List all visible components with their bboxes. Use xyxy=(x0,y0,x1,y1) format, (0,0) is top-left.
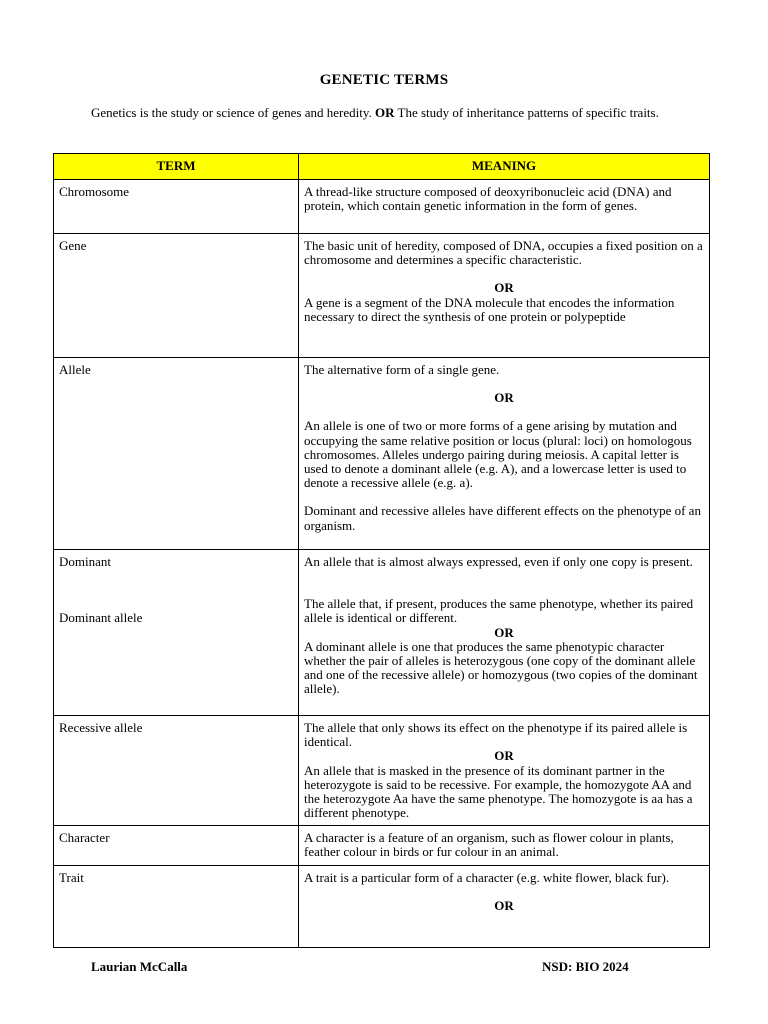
meaning-text: The allele that only shows its effect on the phenotype if its paired allele is identical. xyxy=(304,720,688,750)
term-text: Dominant allele xyxy=(59,610,143,626)
meaning-text: The allele that, if present, produces the same phenotype, whether its paired allele is identical or different. xyxy=(304,596,694,626)
table-header-row xyxy=(54,154,710,180)
table-row-character xyxy=(54,826,710,866)
table-row-allele xyxy=(54,358,710,550)
meaning-cell xyxy=(299,234,710,358)
term-cell: Trait xyxy=(54,866,299,948)
term-cell: Allele xyxy=(54,358,299,550)
meaning-cell: A thread-like structure composed of deoxyribonucleic acid (DNA) and protein, which contain genetic information in the form of genes. xyxy=(299,180,710,234)
meaning-text: An allele that is masked in the presence of its dominant partner in the heterozygote is said to be recessive. For example, the homozygote AA and the heterozygote Aa have the same phenotype. The homozygote is aa has a different phenotype. xyxy=(304,762,693,821)
intro-text-end: The study of inheritance patterns of specific traits. xyxy=(394,105,659,120)
meaning-text: A dominant allele is one that produces the same phenotypic character whether the pair of alleles is heterozygous (one copy of the dominant allele and one of the recessive allele) or homozygous (two copies of the dominant allele). xyxy=(304,638,698,697)
term-cell: Gene xyxy=(54,234,299,358)
or-separator: OR xyxy=(494,898,514,914)
intro-paragraph xyxy=(91,104,691,121)
meaning-text: The basic unit of heredity, composed of DNA, occupies a fixed position on a chromosome and determines a specific characteristic. xyxy=(304,238,703,268)
table-row-gene xyxy=(54,234,710,358)
meaning-cell xyxy=(299,716,710,826)
intro-text-start: Genetics is the study or science of genes and heredity. xyxy=(91,105,375,120)
page-title: GENETIC TERMS xyxy=(319,72,449,88)
term-cell: Recessive allele xyxy=(54,716,299,826)
meaning-cell xyxy=(299,550,710,716)
table-row-recessive-allele xyxy=(54,716,710,826)
meaning-text: An allele is one of two or more forms of a gene arising by mutation and occupying the same relative position or locus (plural: loci) on homologous chromosomes. Alleles undergo pairing during meiosis. A capital letter is used to denote a dominant allele (e.g. A), and a lowercase letter is used to denote a recessive allele (e.g. a). xyxy=(304,418,692,491)
or-separator: OR xyxy=(494,624,514,640)
meaning-cell xyxy=(299,866,710,948)
table-row-trait xyxy=(54,866,710,948)
or-separator: OR xyxy=(494,748,514,764)
table-row-chromosome xyxy=(54,180,710,234)
meaning-text: An allele that is almost always expressed, even if only one copy is present. xyxy=(304,554,693,569)
meaning-cell: A character is a feature of an organism, such as flower colour in plants, feather colour in birds or fur colour in an animal. xyxy=(299,826,710,866)
meaning-text: Dominant and recessive alleles have different effects on the phenotype of an organism. xyxy=(304,503,701,533)
term-cell xyxy=(54,550,299,716)
meaning-text: A gene is a segment of the DNA molecule that encodes the information necessary to direct the synthesis of one protein or polypeptide xyxy=(304,294,675,324)
term-cell: Character xyxy=(54,826,299,866)
or-separator: OR xyxy=(494,280,514,296)
meaning-cell xyxy=(299,358,710,550)
meaning-text: The alternative form of a single gene. xyxy=(304,362,500,377)
or-separator: OR xyxy=(494,390,514,406)
table-row-dominant xyxy=(54,550,710,716)
meaning-text: A trait is a particular form of a character (e.g. white flower, black fur). xyxy=(304,870,670,885)
term-column-header: TERM xyxy=(54,154,299,180)
intro-or: OR xyxy=(374,105,395,120)
term-cell: Chromosome xyxy=(54,180,299,234)
footer-course: NSD: BIO 2024 xyxy=(542,959,629,974)
meaning-column-header: MEANING xyxy=(299,154,710,180)
terms-table xyxy=(53,153,710,948)
term-text: Dominant xyxy=(59,554,111,569)
footer-author: Laurian McCalla xyxy=(91,959,188,974)
